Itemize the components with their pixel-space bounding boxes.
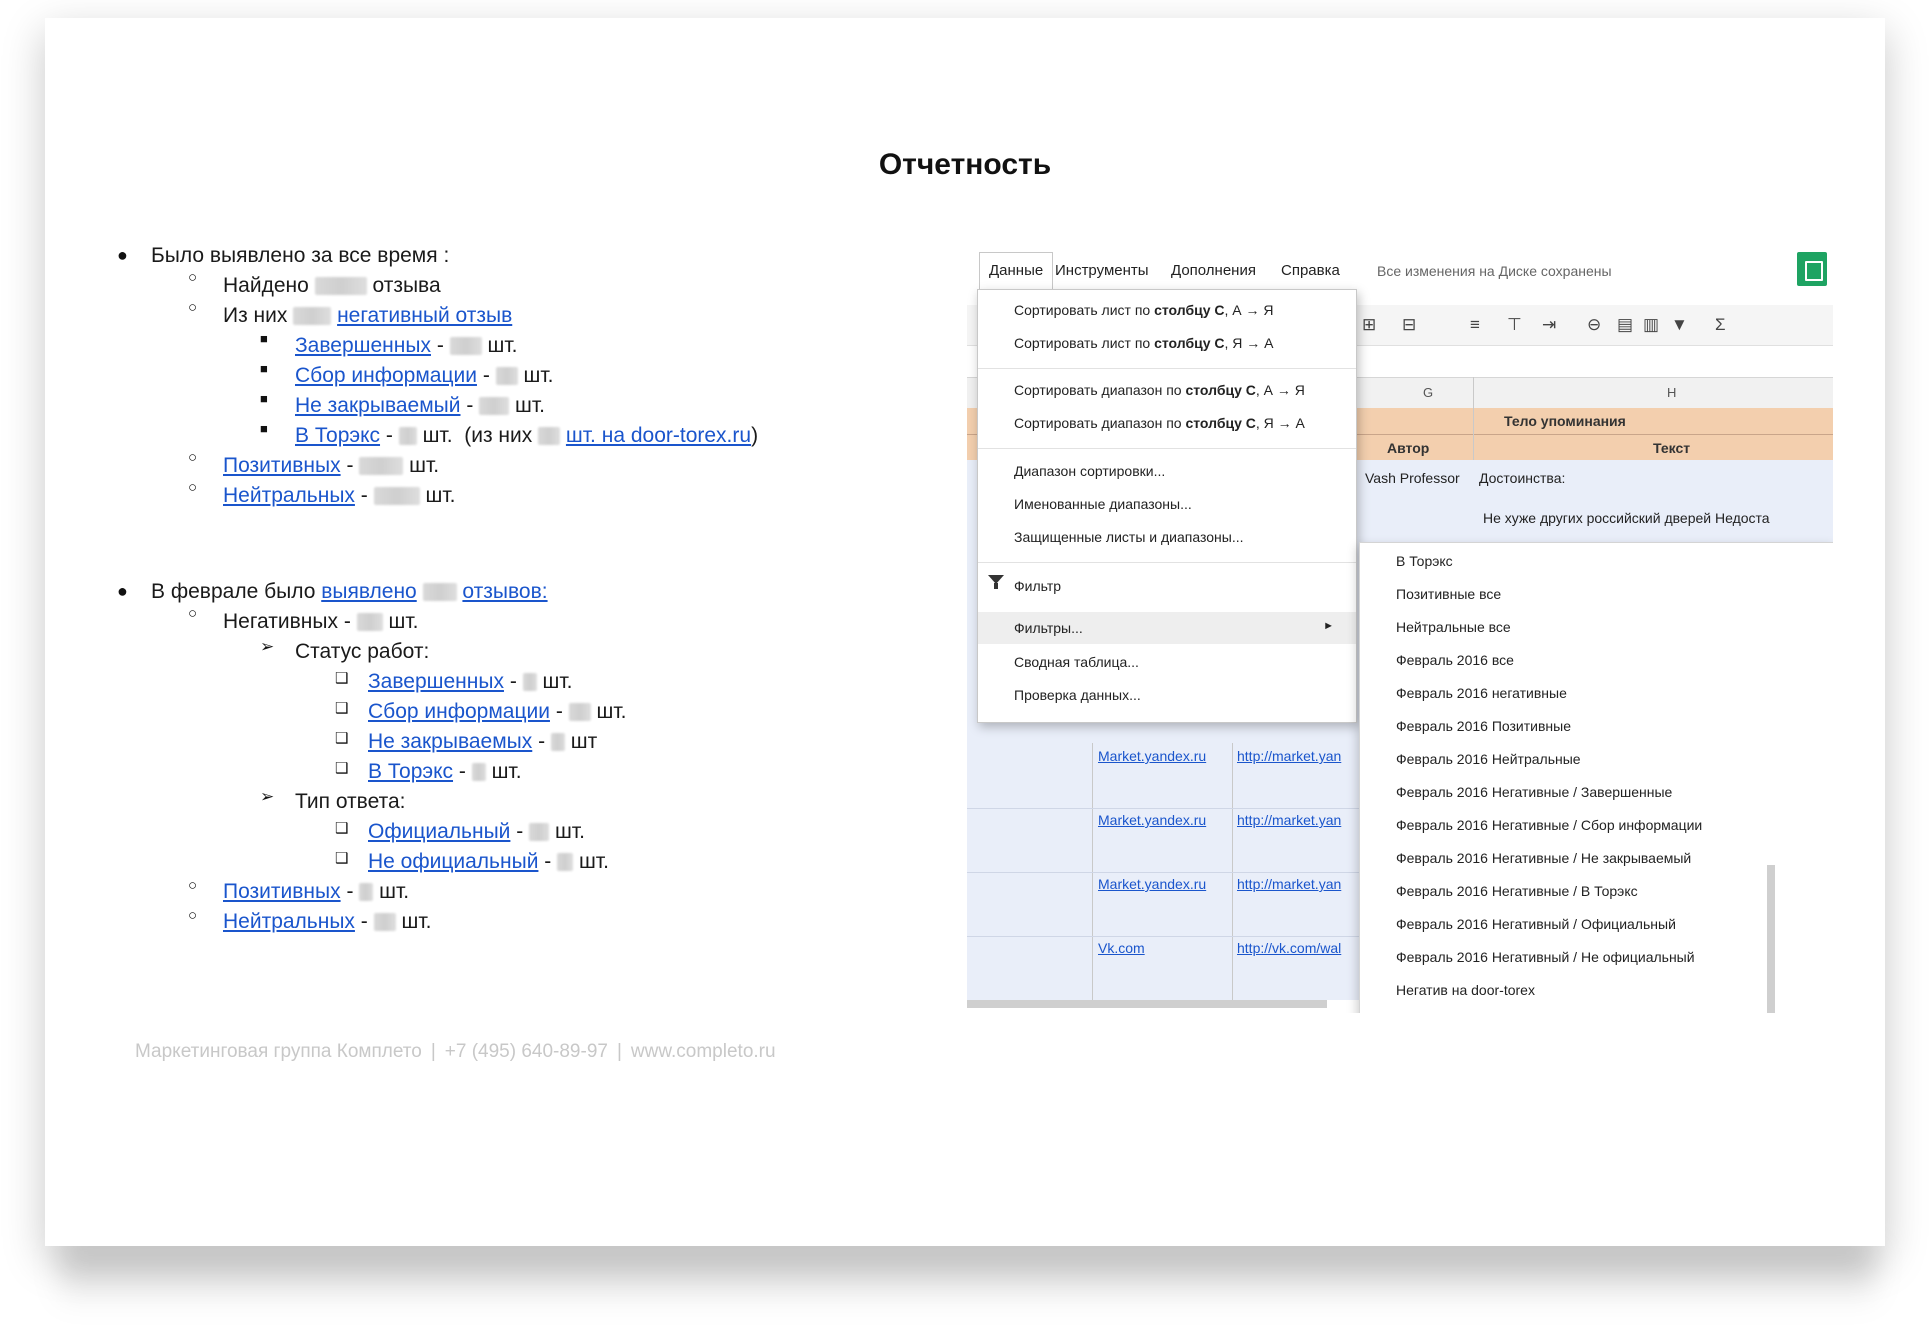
negative-review-link[interactable]: негативный отзыв xyxy=(337,304,513,327)
filter-view-item[interactable]: Нейтральные все xyxy=(1396,619,1511,635)
comment-icon[interactable]: ▤ xyxy=(1617,315,1634,334)
redacted-value xyxy=(359,883,373,901)
data-validation-item[interactable]: Проверка данных... xyxy=(1014,687,1141,703)
redacted-value xyxy=(569,703,591,721)
list-item: Статус работ: xyxy=(295,640,430,663)
borders-icon[interactable]: ⊞ xyxy=(1362,315,1377,334)
neutral-link[interactable]: Нейтральных xyxy=(223,910,355,933)
filter-view-item[interactable]: Февраль 2016 все xyxy=(1396,652,1514,668)
chart-icon[interactable]: ▥ xyxy=(1643,315,1660,334)
filter-view-item[interactable]: Февраль 2016 Негативный / Не официальный xyxy=(1396,949,1695,965)
redacted-value xyxy=(551,733,565,751)
merge-cells-icon[interactable]: ⊟ xyxy=(1402,315,1417,334)
bullet-disc: ● xyxy=(117,581,128,601)
list-item: Тип ответа: xyxy=(295,790,406,813)
bullet-circle: ○ xyxy=(188,269,198,286)
list-item: Негативных - шт. xyxy=(223,610,419,633)
list-item: Позитивных - шт. xyxy=(223,454,440,477)
url-link[interactable]: http://market.yan xyxy=(1237,748,1342,764)
align-left-icon[interactable]: ≡ xyxy=(1470,315,1480,334)
neutral-link[interactable]: Нейтральных xyxy=(223,484,355,507)
sort-range-dialog-item[interactable]: Диапазон сортировки... xyxy=(1014,463,1166,479)
filter-view-item[interactable]: Февраль 2016 Негативные / Не закрываемый xyxy=(1396,850,1692,866)
bullet-square: ■ xyxy=(260,331,268,346)
filter-funnel-icon xyxy=(988,575,1004,584)
torex-link[interactable]: В Торэкс xyxy=(368,760,454,783)
not-closable-link[interactable]: Не закрываемый xyxy=(295,394,461,417)
link-icon[interactable]: ⊖ xyxy=(1587,315,1602,334)
sort-range-az-item[interactable]: Сортировать диапазон по столбцу С, А → Я xyxy=(1014,382,1305,398)
redacted-value xyxy=(529,823,549,841)
list-item: Нейтральных - шт. xyxy=(223,910,432,933)
column-divider xyxy=(1092,743,1093,1003)
bullet-disc: ● xyxy=(117,245,128,265)
data-menu-dropdown xyxy=(977,289,1357,723)
list-item: Официальный - шт. xyxy=(368,820,585,843)
list-item: Завершенных - шт. xyxy=(368,670,573,693)
vertical-align-icon[interactable]: ⊤ xyxy=(1507,315,1522,334)
column-divider xyxy=(1232,743,1233,1003)
author-cell[interactable]: Vash Professor xyxy=(1365,470,1460,486)
redacted-value xyxy=(357,613,383,631)
column-h-header[interactable]: H xyxy=(1667,385,1677,400)
list-item: В Торэкс - шт. xyxy=(368,760,522,783)
column-g-header[interactable]: G xyxy=(1423,385,1434,400)
menu-separator xyxy=(978,448,1356,449)
redacted-value xyxy=(479,397,509,415)
site-link[interactable]: Market.yandex.ru xyxy=(1098,812,1207,828)
footer-company: Маркетинговая группа Комплето xyxy=(135,1041,422,1062)
detected-link[interactable]: выявлено xyxy=(321,580,417,603)
submenu-arrow-icon: ► xyxy=(1323,620,1334,632)
list-item: Найдено отзыва xyxy=(223,274,441,297)
list-item: Завершенных - шт. xyxy=(295,334,518,357)
text-header: Текст xyxy=(1653,440,1691,456)
menu-addons[interactable]: Дополнения xyxy=(1171,262,1256,279)
url-link[interactable]: http://market.yan xyxy=(1237,812,1342,828)
save-status: Все изменения на Диске сохранены xyxy=(1377,263,1612,279)
slide xyxy=(45,18,1885,1246)
footer-separator: | xyxy=(616,1041,622,1062)
filter-view-item[interactable]: В Торэкс xyxy=(1396,553,1453,569)
site-link[interactable]: Vk.com xyxy=(1098,940,1145,956)
bullet-circle: ○ xyxy=(188,907,198,924)
redacted-value xyxy=(538,427,560,445)
author-header: Автор xyxy=(1387,440,1430,456)
text-cell[interactable]: Не хуже других российский дверей Недоста xyxy=(1483,510,1770,526)
mention-body-header: Тело упоминания xyxy=(1504,413,1626,429)
redacted-value xyxy=(557,853,573,871)
footer-site[interactable]: www.completo.ru xyxy=(630,1041,776,1062)
filter-view-item[interactable]: Февраль 2016 Нейтральные xyxy=(1396,751,1581,767)
positive-link[interactable]: Позитивных xyxy=(223,880,341,903)
not-closable-link[interactable]: Не закрываемых xyxy=(368,730,533,753)
menu-tools[interactable]: Инструменты xyxy=(1055,262,1149,279)
menu-data[interactable]: Данные xyxy=(979,252,1053,289)
bullet-square: ■ xyxy=(260,361,268,376)
redacted-value xyxy=(450,337,482,355)
redacted-value xyxy=(523,673,537,691)
bullet-circle: ○ xyxy=(188,605,198,622)
redacted-value xyxy=(399,427,417,445)
bullet-arrow: ➢ xyxy=(260,787,275,806)
text-wrap-icon[interactable]: ⇥ xyxy=(1542,315,1557,334)
redacted-value xyxy=(374,487,420,505)
bullet-checkbox: ❑ xyxy=(335,700,349,717)
filter-view-item[interactable]: Февраль 2016 Негативный / Официальный xyxy=(1396,916,1676,932)
reviews-link[interactable]: отзывов: xyxy=(462,580,548,603)
footer-separator: | xyxy=(430,1041,436,1062)
url-link[interactable]: http://market.yan xyxy=(1237,876,1342,892)
slide-shadow xyxy=(60,1248,1875,1308)
filter-item[interactable]: Фильтр xyxy=(1014,578,1062,594)
redacted-value xyxy=(359,457,403,475)
sort-range-za-item[interactable]: Сортировать диапазон по столбцу С, Я → А xyxy=(1014,415,1305,431)
list-item: Было выявлено за все время : xyxy=(151,244,450,267)
site-link[interactable]: Market.yandex.ru xyxy=(1098,876,1207,892)
bullet-checkbox: ❑ xyxy=(335,820,349,837)
site-link[interactable]: Market.yandex.ru xyxy=(1098,748,1207,764)
menu-bar xyxy=(967,250,1833,290)
bullet-checkbox: ❑ xyxy=(335,670,349,687)
pivot-table-item[interactable]: Сводная таблица... xyxy=(1014,654,1139,670)
list-item: Не закрываемых - шт xyxy=(368,730,598,753)
slide-title: Отчетность xyxy=(878,148,1052,181)
filter-view-item[interactable]: Февраль 2016 Негативные / Завершенные xyxy=(1396,784,1673,800)
submenu-scrollbar[interactable] xyxy=(1767,865,1775,1013)
menu-separator xyxy=(978,562,1356,563)
bullet-checkbox: ❑ xyxy=(335,850,349,867)
bullet-circle: ○ xyxy=(188,449,198,466)
positive-link[interactable]: Позитивных xyxy=(223,454,341,477)
info-gathering-link[interactable]: Сбор информации xyxy=(368,700,550,723)
list-item: Нейтральных - шт. xyxy=(223,484,456,507)
bullet-circle: ○ xyxy=(188,299,198,316)
spreadsheet-screenshot xyxy=(967,250,1833,1013)
bullet-circle: ○ xyxy=(188,877,198,894)
filter-view-item[interactable]: Февраль 2016 Негативные / Сбор информации xyxy=(1396,817,1703,833)
sort-sheet-za-item[interactable]: Сортировать лист по столбцу С, Я → А xyxy=(1014,335,1274,351)
redacted-value xyxy=(472,763,486,781)
official-link[interactable]: Официальный xyxy=(368,820,511,843)
list-item: Сбор информации - шт. xyxy=(368,700,627,723)
redacted-value xyxy=(374,913,396,931)
menu-separator xyxy=(978,368,1356,369)
text-cell[interactable]: Достоинства: xyxy=(1479,470,1566,486)
bullet-square: ■ xyxy=(260,391,268,406)
completed-link[interactable]: Завершенных xyxy=(368,670,504,693)
list-item: В феврале было выявлено отзывов: xyxy=(151,580,548,603)
filter-views-submenu xyxy=(1359,542,1833,1013)
list-item: В Торэкс - шт. (из них шт. на door-torex.ru) xyxy=(295,424,759,447)
redacted-value xyxy=(496,367,518,385)
list-item: Не закрываемый - шт. xyxy=(295,394,546,417)
url-link[interactable]: http://vk.com/wal xyxy=(1237,940,1342,956)
torex-link[interactable]: В Торэкс xyxy=(295,424,381,447)
footer-phone: +7 (495) 640-89-97 xyxy=(444,1041,608,1062)
info-gathering-link[interactable]: Сбор информации xyxy=(295,364,477,387)
bullet-arrow: ➢ xyxy=(260,637,275,656)
filter-view-item[interactable]: Негатив на door-torex xyxy=(1396,982,1535,998)
list-item: Из них негативный отзыв xyxy=(223,304,513,327)
redacted-value xyxy=(423,583,457,601)
slide-footer xyxy=(135,1041,776,1063)
filter-view-item[interactable]: Февраль 2016 Позитивные xyxy=(1396,718,1572,734)
filter-icon[interactable]: ▼ xyxy=(1671,315,1688,334)
completed-link[interactable]: Завершенных xyxy=(295,334,431,357)
bullet-checkbox: ❑ xyxy=(335,730,349,747)
bullet-circle: ○ xyxy=(188,479,198,496)
column-divider xyxy=(1473,377,1474,460)
list-item: Сбор информации - шт. xyxy=(295,364,554,387)
horizontal-scrollbar[interactable] xyxy=(967,1000,1327,1008)
protected-ranges-item[interactable]: Защищенные листы и диапазоны... xyxy=(1014,529,1244,545)
named-ranges-item[interactable]: Именованные диапазоны... xyxy=(1014,496,1192,512)
filter-view-item[interactable]: Позитивные все xyxy=(1396,586,1502,602)
bullet-square: ■ xyxy=(260,421,268,436)
menu-help[interactable]: Справка xyxy=(1281,262,1340,279)
list-item: Позитивных - шт. xyxy=(223,880,410,903)
list-item: Не официальный - шт. xyxy=(368,850,609,873)
door-torex-link[interactable]: шт. на door-torex.ru xyxy=(565,424,752,447)
redacted-value xyxy=(293,307,331,325)
filters-item[interactable]: Фильтры... xyxy=(1014,620,1083,636)
functions-icon[interactable]: Σ xyxy=(1715,315,1726,334)
unofficial-link[interactable]: Не официальный xyxy=(368,850,539,873)
filter-view-item[interactable]: Февраль 2016 Негативные / В Торэкс xyxy=(1396,883,1638,899)
sheets-logo-icon xyxy=(1797,252,1827,286)
filter-view-item[interactable]: Февраль 2016 негативные xyxy=(1396,685,1567,701)
bullet-checkbox: ❑ xyxy=(335,760,349,777)
sort-sheet-az-item[interactable]: Сортировать лист по столбцу С, А → Я xyxy=(1014,302,1274,318)
redacted-value xyxy=(315,277,367,295)
